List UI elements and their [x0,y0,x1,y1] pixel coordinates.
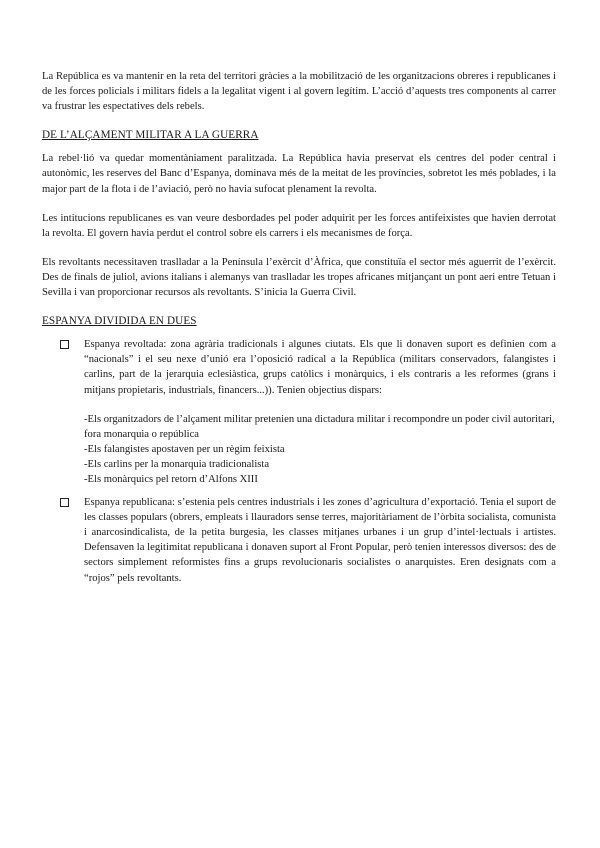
paragraph-rebellio: La rebel·lió va quedar momentàniament paralitzada. La República havia preservat els centres del poder central i autonòmic, les reserves del Banc d’Espanya, dominava més de la meitat de les províncies, sobretot les més poblades, i la major part de la flota i de l’aviació, però no havia sufocat plenament la revolta. [42,153,556,195]
list-item-espanya-revoltada [60,337,556,487]
espanya-revoltada-text: Espanya revoltada: zona agrària tradicionals i algunes ciutats. Els que li donaven suport es definien com a “nacionals” i el seu nexe d’unió era l’oposició radical a la República (militars conservadors, falangistes i carlins, part de la jerarquia eclesiàstica, grups catòlics i monàrquics, i els contraris a les reformes (grans i mitjans propietaris, industrials, financers...)). Tenien objectius dispars: [84,339,556,396]
list-item-espanya-republicana [60,495,556,586]
sub-point-carlins: -Els carlins per la monarquia tradicionalista [84,458,270,470]
intro-paragraph: La República es va mantenir en la reta del territori gràcies a la mobilització de les organitzacions obreres i republicanes i de les forces policials i militars fidels a la legalitat vigent i al govern legítim. L’acció d’aquests tres components al carrer va frustrar les espectatives dels rebels. [42,71,556,113]
section-heading-alcament: DE L’ALÇAMENT MILITAR A LA GUERRA [42,129,259,142]
sub-point-organitzadors: -Els organitzadors de l’alçament militar pretenien una dictadura militar i recompondre un poder civil autoritari, fora monarquia o república [84,413,555,440]
paragraph-institucions: Les intitucions republicanes es van veure desbordades pel poder adquirit per les forces antifeixistes que havien derrotat la revolta. El govern havia perdut el control sobre els carrers i els mecanismes de força. [42,212,556,239]
sub-point-monarquics: -Els monàrquics pel retorn d’Alfons XIII [84,473,258,485]
square-bullet-icon [60,498,69,507]
sub-point-falangistes: -Els falangistes apostaven per un règim feixista [84,443,285,455]
document-page [42,69,556,586]
paragraph-revoltants: Els revoltants necessitaven traslladar a la Península l’exèrcit d’Àfrica, que constituïa el sector més aguerrit de l’exèrcit. Des de finals de juliol, avions italians i alemanys van traslladar les tropes africanes mitjançant un pont aeri entre Tetuan i Sevilla i van proporcionar recursos als revoltants. S’inicia la Guerra Civil. [42,256,556,299]
espanya-republicana-text: Espanya republicana: s’estenia pels centres industrials i les zones d’agricultura d’exportació. Tenia el suport de les classes populars (obrers, empleats i llauradors sense terres, majoritàriament de l’òrbita socialista, comunista i anarcosindicalista, de la petita burgesia, les classes mitjanes urbanes i un grup d’intel·lectuals i artistes. Defensaven la legitimitat republicana i donaven suport al Front Popular, però tenien interessos diversos: des de sectors simplement reformistes fins a grups revolucionaris socialistes o anarquistes. Eren designats com a “rojos” pels revoltants. [84,497,556,584]
square-bullet-icon [60,340,69,349]
section-heading-espanya-dividida: ESPANYA DIVIDIDA EN DUES [42,315,197,328]
